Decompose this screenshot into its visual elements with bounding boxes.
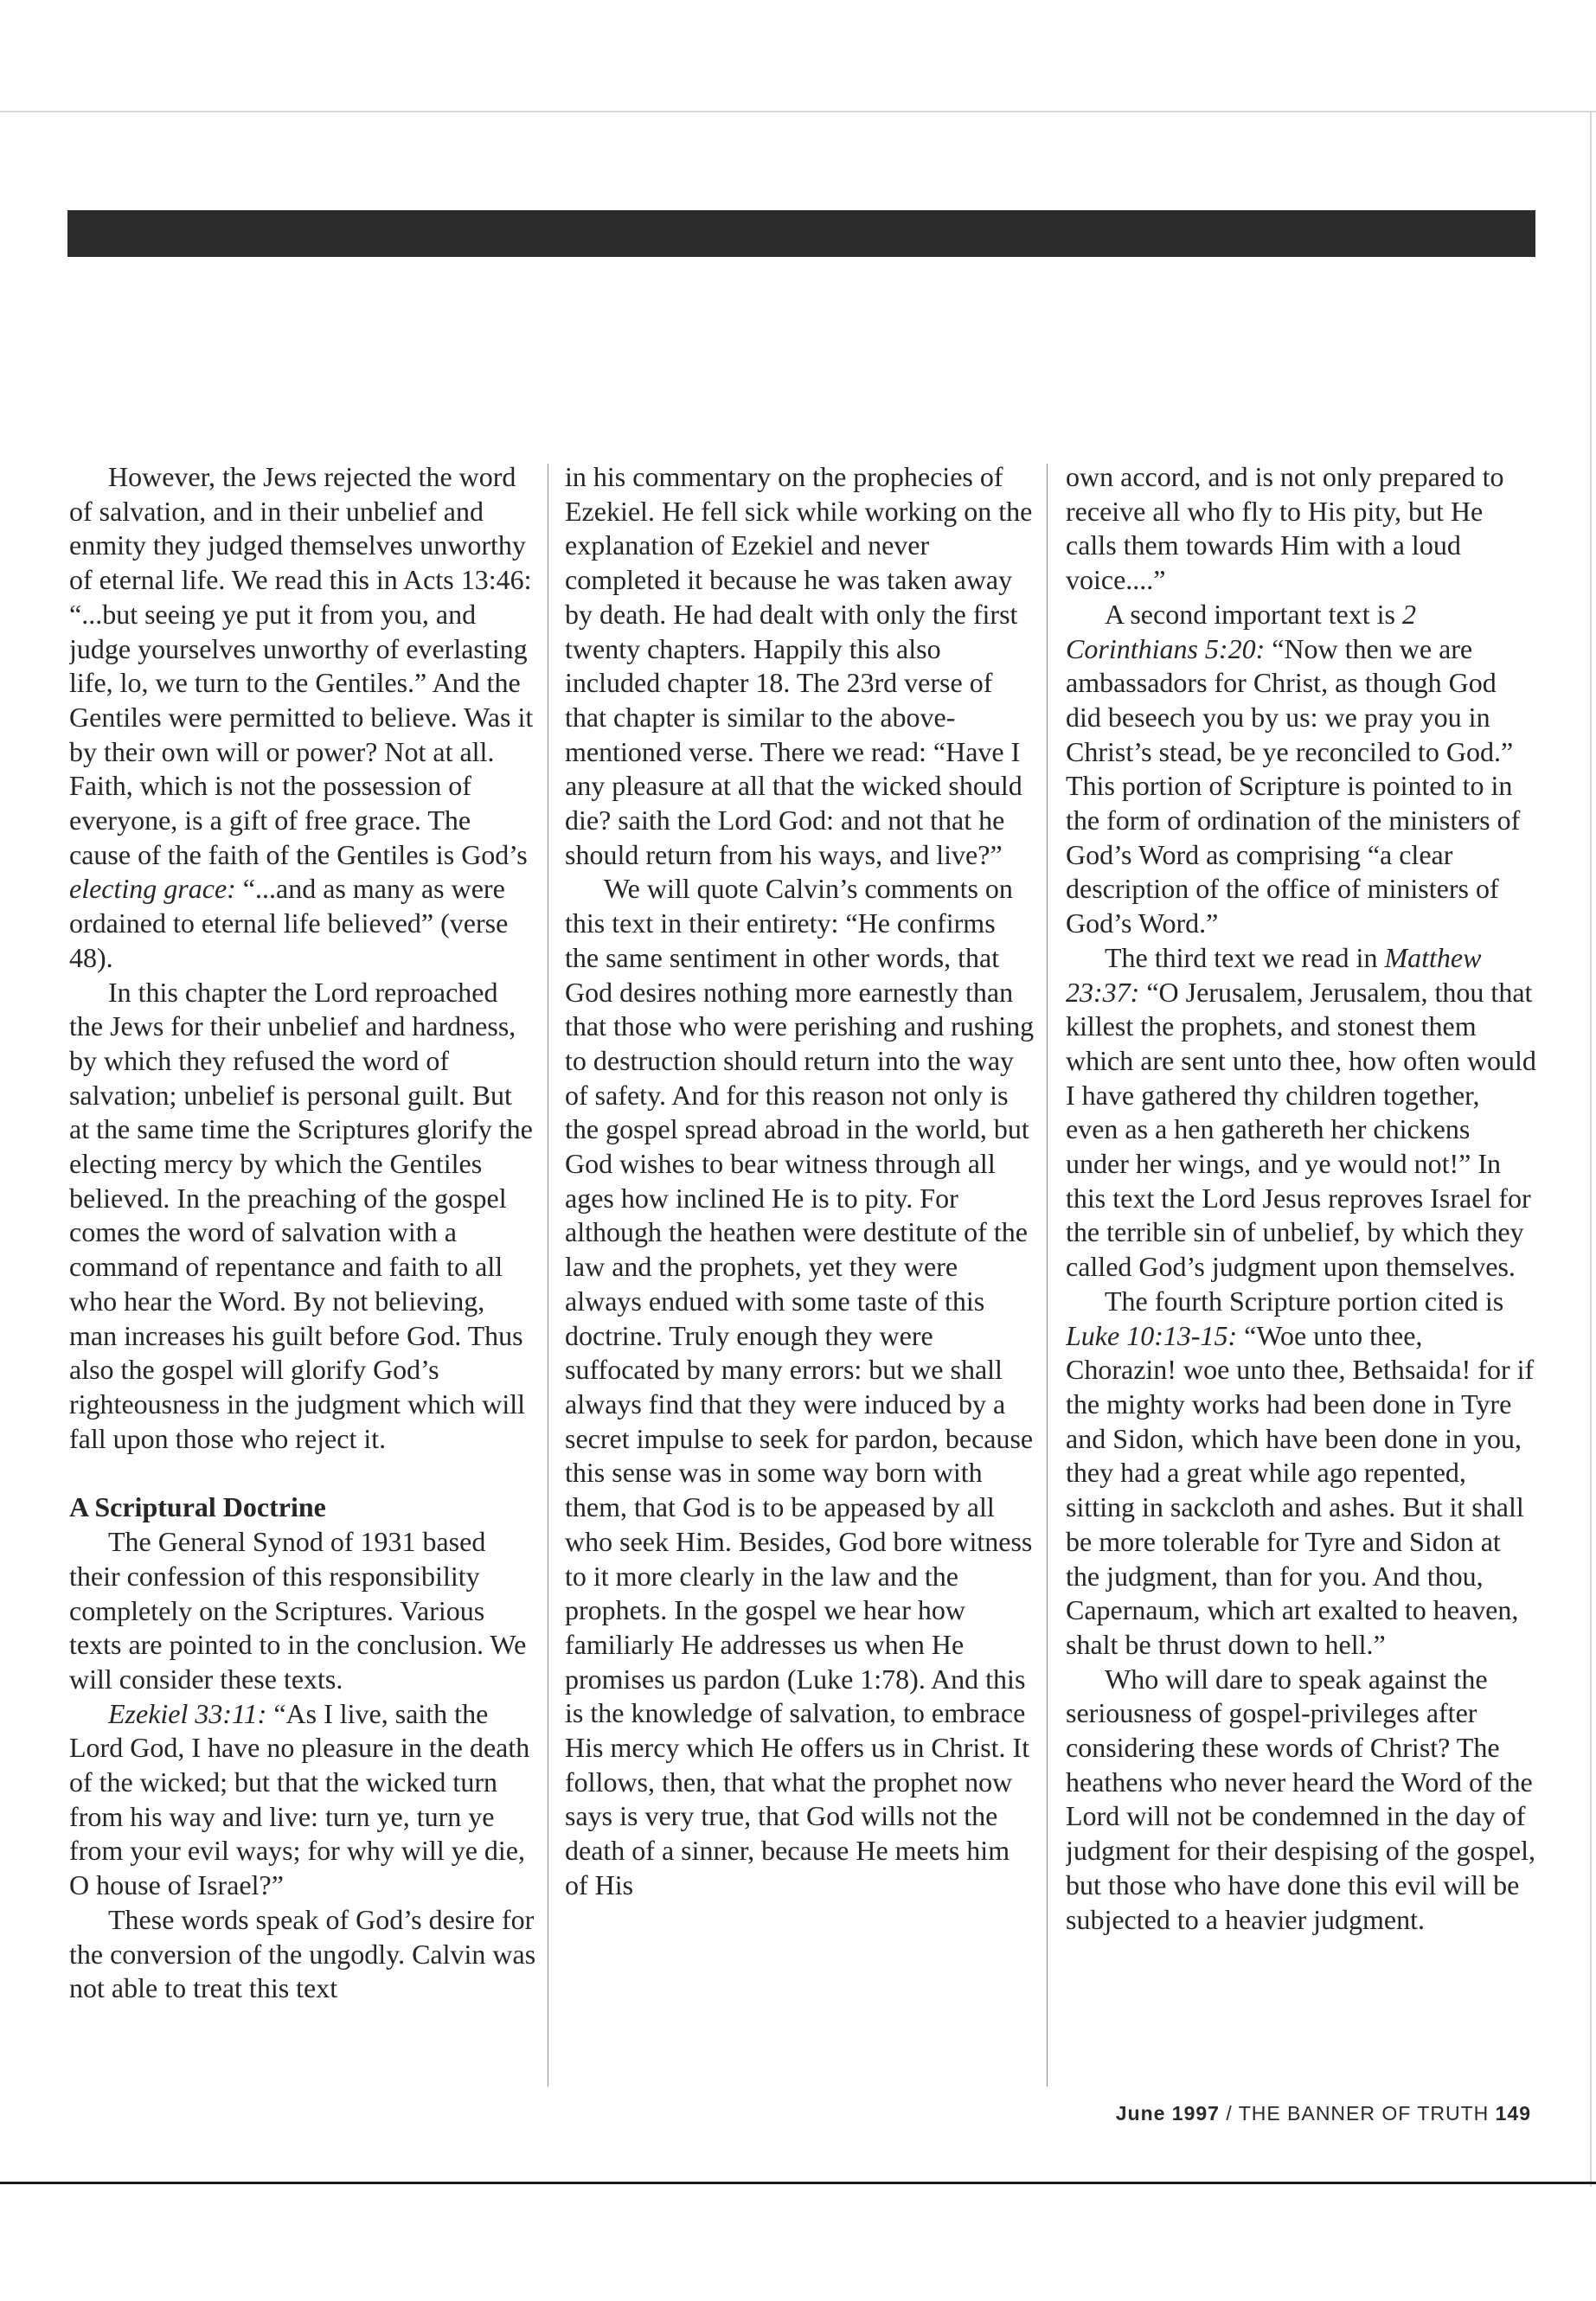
right-edge-rule (1590, 111, 1592, 2187)
col1-paragraph-3: The General Synod of 1931 based their confession of this responsibility completely on the Scriptures. Various texts are pointed to in the conclusion. We will consider these texts. (69, 1526, 527, 1695)
col3-paragraph-2: A second important text is 2 Corinthians 5:20: “Now then we are ambassadors for Christ, as though God did beseech you by us: we pray you in Christ’s stead, be ye reconciled to God.” This portion of Scripture is pointed to in the form of ordination of the ministers of God’s Word as comprising “a clear description of the office of ministers of God’s Word.” (1066, 598, 1521, 939)
col1-paragraph-1: However, the Jews rejected the word of salvation, and in their unbelief and enmity they judged themselves unworthy of eternal life. We read this in Acts 13:46: “...but seeing ye put it from you, and judge yourselves unworthy of everlasting life, lo, we turn to the Gentiles.” And the Gentiles were permitted to believe. Was it by their own will or power? Not at all. Faith, which is not the possession of everyone, is a gift of free grace. The cause of the faith of the Gentiles is God’s electing grace: “...and as many as were ordained to eternal life believed” (verse 48). (69, 461, 534, 973)
col1-paragraph-5: These words speak of God’s desire for the conversion of the ungodly. Calvin was not able to treat this text (69, 1903, 536, 2004)
col3-paragraph-4: The fourth Scripture portion cited is Luke 10:13-15: “Woe unto thee, Chorazin! woe unto thee, Bethsaida! for if the mighty works had been done in Tyre and Sidon, which have been done in you, they had a great while ago repented, sitting in sackcloth and ashes. But it shall be more tolerable for Tyre and Sidon at the judgment, than for you. And thou, Capernaum, which art exalted to heaven, shalt be thrust down to hell.” (1066, 1285, 1535, 1660)
bottom-rule (0, 2182, 1596, 2184)
footer-separator: / (1226, 2102, 1233, 2125)
column-3 (1066, 460, 1537, 2086)
column-2 (565, 460, 1035, 2086)
column-divider-2 (1047, 464, 1048, 2086)
footer-publication: THE BANNER OF TRUTH (1238, 2102, 1490, 2125)
column-1 (69, 460, 536, 2086)
col3-paragraph-3: The third text we read in Matthew 23:37: “O Jerusalem, Jerusalem, thou that killest the prophets, and stonest them which are sent unto thee, how often would I have gathered thy children together, even as a hen gathereth her chickens under her wings, and ye would not!” In this text the Lord Jesus reproves Israel for the terrible sin of unbelief, by which they called God’s judgment upon themselves. (1066, 941, 1536, 1283)
top-rule (0, 111, 1596, 112)
col1-paragraph-2: In this chapter the Lord reproached the Jews for their unbelief and hardness, by which they refused the word of salvation; unbelief is personal guilt. But at the same time the Scriptures glorify the electing mercy by which the Gentiles believed. In the preaching of the gospel comes the word of salvation with a command of repentance and faith to all who hear the Word. By not believing, man increases his guilt before God. Thus also the gospel will glorify God’s righteousness in the judgment which will fall upon those who reject it. (69, 976, 533, 1454)
col3-paragraph-1: own accord, and is not only prepared to receive all who fly to His pity, but He calls them towards Him with a loud voice....” (1066, 461, 1504, 596)
col3-paragraph-5: Who will dare to speak against the seriousness of gospel-privileges after considering these words of Christ? The heathens who never heard the Word of the Lord will not be condemned in the day of judgment for their despising of the gospel, but those who have done this evil will be subjected to a heavier judgment. (1066, 1663, 1536, 1935)
page-footer (1116, 2102, 1531, 2125)
header-bar (67, 210, 1535, 257)
col2-paragraph-1: in his commentary on the prophecies of Ezekiel. He fell sick while working on the explanation of Ezekiel and never completed it because he was taken away by death. He had dealt with only the first twenty chapters. Happily this also included chapter 18. The 23rd verse of that chapter is similar to the above-mentioned verse. There we read: “Have I any pleasure at all that the wicked should die? saith the Lord God: and not that he should return from his ways, and live?” (565, 461, 1033, 870)
section-heading: A Scriptural Doctrine (69, 1491, 326, 1523)
footer-page-number: 149 (1495, 2102, 1531, 2125)
footer-date: June 1997 (1115, 2102, 1220, 2125)
col1-paragraph-4: Ezekiel 33:11: “As I live, saith the Lord God, I have no pleasure in the death of the wicked; but that the wicked turn from his way and live: turn ye, turn ye from your evil ways; for why will ye die, O house of Israel?” (69, 1697, 530, 1901)
col2-paragraph-2: We will quote Calvin’s comments on this text in their entirety: “He confirms the same sentiment in other words, that God desires nothing more earnestly than that those who were perishing and rushing to destruction should return into the way of safety. And for this reason not only is the gospel spread abroad in the world, but God wishes to bear witness through all ages how inclined He is to pity. For although the heathen were destitute of the law and the prophets, yet they were always endued with some taste of this doctrine. Truly enough they were suffocated by many errors: but we shall always find that they were induced by a secret impulse to seek for pardon, because this sense was in some way born with them, that God is to be appeased by all who seek Him. Besides, God bore witness to it more clearly in the law and the prophets. In the gospel we hear how familiarly He addresses us when He promises us pardon (Luke 1:78). And this is the knowledge of salvation, to embrace His mercy which He offers us in Christ. It follows, then, that what the prophet now says is very true, that God wills not the death of a sinner, because He meets him of His (565, 873, 1035, 1900)
